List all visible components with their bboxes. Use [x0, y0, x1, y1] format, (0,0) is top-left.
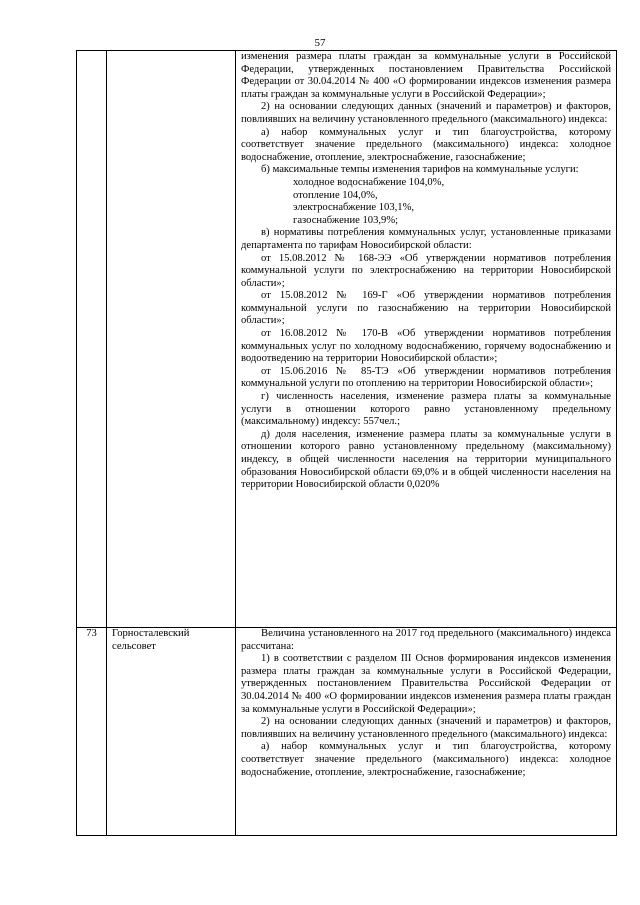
paragraph: а) набор коммунальных услуг и тип благоустройства, которому соответствует значение предельного (максимального) индекса: холодное водоснабжение, отопление, электроснабжение, газоснабжение;: [241, 741, 611, 778]
paragraph: от 15.06.2016 № 85-ТЭ «Об утверждении нормативов потребления коммунальной услуги по отоплению на территории Новосибирской области»;: [241, 365, 611, 390]
paragraph: холодное водоснабжение 104,0%,: [293, 176, 445, 188]
paragraph: 1) в соответствии с разделом III Основ формирования индексов изменения размера платы граждан за коммунальные услуги в Российской Федерации, утвержденных постановлением Правительства Российской Федерации от 30.04.2014 № 400 «О формировании индексов изменения размера платы граждан за коммунальные услуги в Российской Федерации»;: [241, 653, 611, 715]
paragraph: 2) на основании следующих данных (значений и параметров) и факторов, повлиявших на величину установленного предельного (максимального) индекса:: [241, 101, 611, 125]
calculation-text-cell: [236, 51, 617, 628]
paragraph: от 15.08.2012 № 169-Г «Об утверждении нормативов потребления коммунальной услуги по газоснабжению на территории Новосибирской области»;: [241, 290, 611, 327]
row-number-cell: 73: [77, 628, 107, 836]
page-number: 57: [314, 37, 326, 49]
paragraph-list: [241, 51, 611, 492]
paragraph: б) максимальные темпы изменения тарифов на коммунальные услуги:: [261, 164, 579, 176]
paragraph: отопление 104,0%,: [293, 189, 378, 201]
utility-index-table: [76, 50, 617, 836]
paragraph: 2) на основании следующих данных (значений и параметров) и факторов, повлиявших на величину установленного предельного (максимального) индекса:: [241, 716, 611, 740]
paragraph: от 16.08.2012 № 170-В «Об утверждении нормативов потребления коммунальных услуг по холодному водоснабжению, горячему водоснабжению и водоотведению на территории Новосибирской области»;: [241, 328, 611, 365]
municipality-name-cell: Горносталевский сельсовет: [107, 628, 236, 836]
paragraph: г) численность населения, изменение размера платы за коммунальные услуги в отношении которого равно установленному предельному (максимальному) индексу: 557чел.;: [241, 391, 611, 428]
paragraph: Величина установленного на 2017 год предельного (максимального) индекса рассчитана:: [241, 628, 611, 652]
paragraph: изменения размера платы граждан за коммунальные услуги в Российской Федерации, утвержденных постановлением Правительства Российской Федерации от 30.04.2014 № 400 «О формировании индексов изменения размера платы граждан за коммунальные услуги в Российской Федерации»;: [241, 51, 611, 100]
municipality-name-cell: [107, 51, 236, 628]
paragraph: д) доля населения, изменение размера платы за коммунальные услуги в отношении которого равно установленному предельному (максимальному) индексу, в общей численности населения на территории муниципального образования Новосибирской области 69,0% и в общей численности населения на территории Новосибирской области 0,020%: [241, 428, 611, 491]
calculation-text-cell: [236, 628, 617, 836]
table-row: [77, 51, 617, 628]
table-row: [77, 628, 617, 836]
paragraph: электроснабжение 103,1%,: [293, 202, 415, 214]
paragraph: газоснабжение 103,9%;: [293, 214, 399, 226]
paragraph: в) нормативы потребления коммунальных услуг, установленные приказами департамента по тарифам Новосибирской области:: [241, 227, 611, 251]
paragraph: а) набор коммунальных услуг и тип благоустройства, которому соответствует значение предельного (максимального) индекса: холодное водоснабжение, отопление, электроснабжение, газоснабжение;: [241, 126, 611, 163]
paragraph: от 15.08.2012 № 168-ЭЭ «Об утверждении нормативов потребления коммунальной услуги по электроснабжению на территории Новосибирской области»;: [241, 252, 611, 289]
row-number-cell: [77, 51, 107, 628]
paragraph-list: [241, 628, 611, 779]
